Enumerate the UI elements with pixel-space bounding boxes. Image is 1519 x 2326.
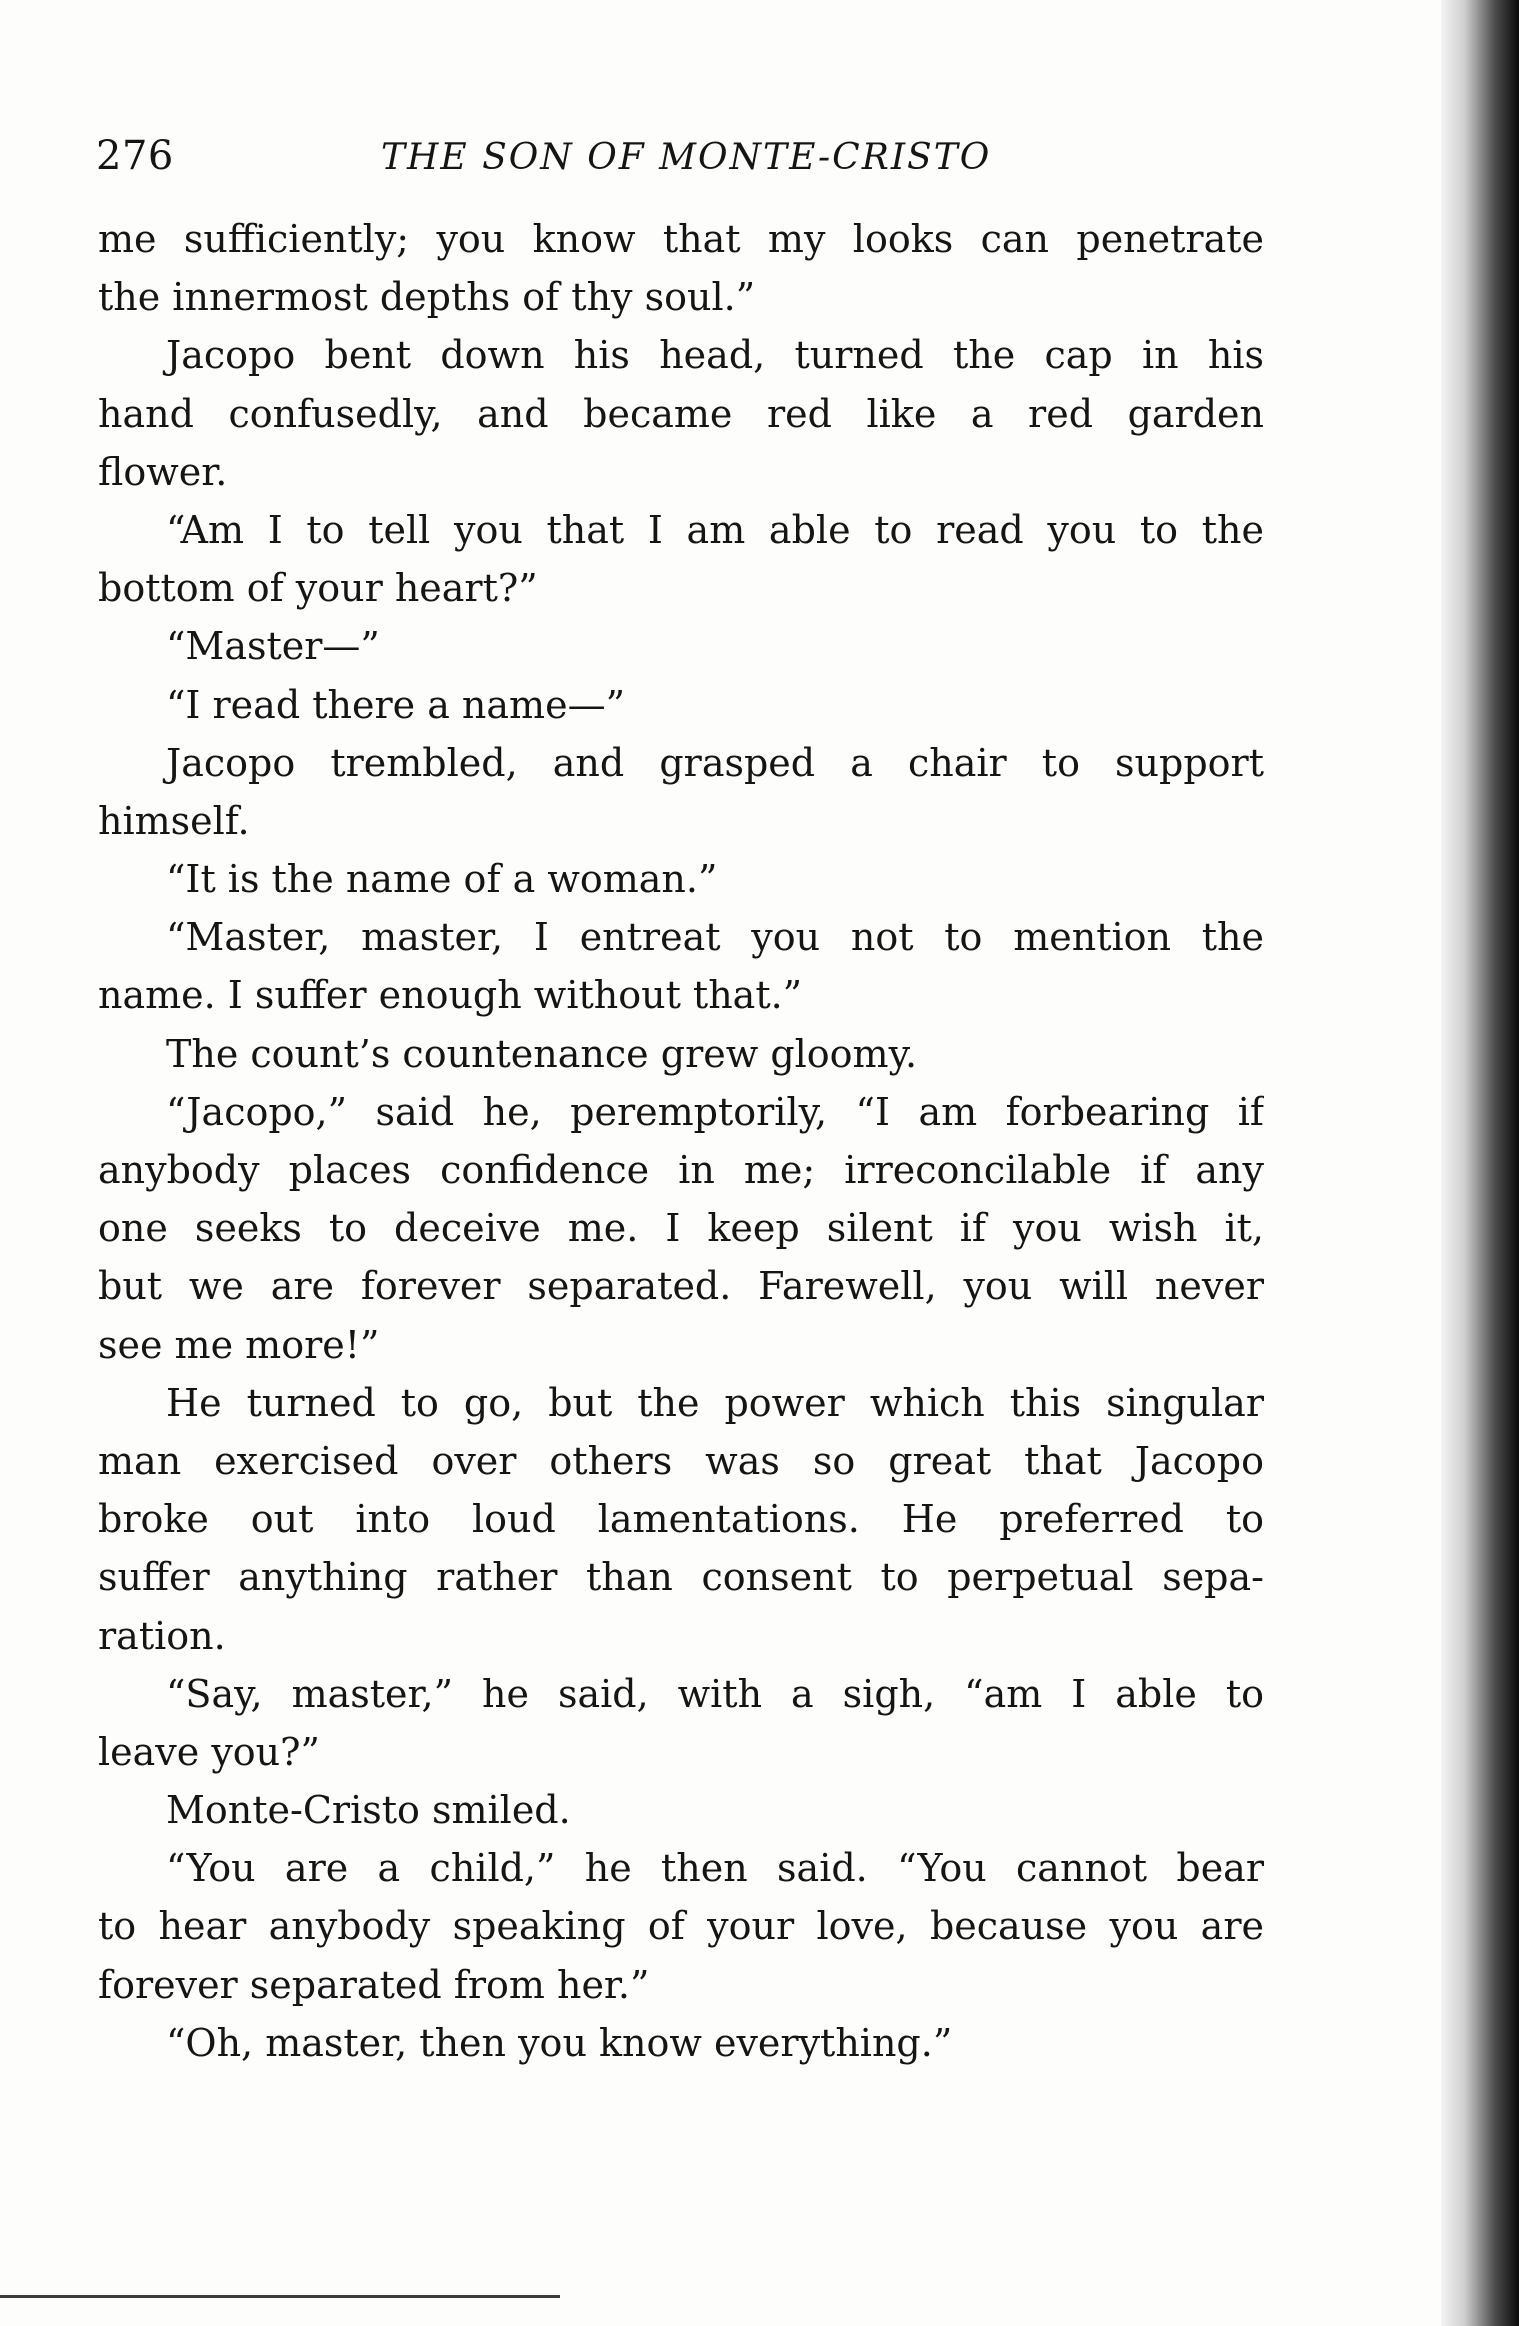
text-line: suffer anything rather than consent to perpetual sepa- bbox=[98, 1555, 1264, 1600]
text-line: “You are a child,” he then said. “You cannot bear bbox=[166, 1846, 1264, 1891]
text-line: “I read there a name—” bbox=[166, 682, 626, 727]
text-line: but we are forever separated. Farewell, you will never bbox=[98, 1264, 1264, 1309]
body-text bbox=[98, 210, 1264, 2072]
text-line: The count’s countenance grew gloomy. bbox=[166, 1031, 918, 1076]
text-line: Jacopo trembled, and grasped a chair to support bbox=[166, 740, 1264, 785]
text-line: ration. bbox=[98, 1613, 226, 1658]
text-line: anybody places confidence in me; irreconcilable if any bbox=[98, 1148, 1264, 1192]
text-line: “Say, master,” he said, with a sigh, “am I able to bbox=[166, 1671, 1264, 1716]
text-line: Monte-Cristo smiled. bbox=[166, 1788, 571, 1833]
text-line: hand confusedly, and became red like a red garden bbox=[98, 391, 1264, 436]
text-line: “It is the name of a woman.” bbox=[166, 857, 718, 902]
running-title: THE SON OF MONTE-CRISTO bbox=[381, 137, 992, 178]
text-line: “Jacopo,” said he, peremptorily, “I am forbearing if bbox=[166, 1089, 1264, 1134]
text-line: forever separated from her.” bbox=[98, 1962, 650, 2007]
page-binding-edge bbox=[1441, 0, 1519, 2326]
text-line: “Master, master, I entreat you not to mention the bbox=[166, 915, 1264, 960]
page-number: 276 bbox=[96, 133, 174, 179]
text-line: broke out into loud lamentations. He preferred to bbox=[98, 1497, 1264, 1542]
text-line: man exercised over others was so great that Jacopo bbox=[98, 1438, 1264, 1483]
text-line: He turned to go, but the power which this singular bbox=[166, 1380, 1264, 1425]
text-line: me sufficiently; you know that my looks can penetrate bbox=[98, 217, 1264, 261]
text-line: flower. bbox=[98, 449, 228, 494]
text-line: see me more!” bbox=[98, 1322, 380, 1367]
text-line: bottom of your heart?” bbox=[98, 566, 538, 611]
text-line: name. I suffer enough without that.” bbox=[98, 973, 803, 1018]
text-line: himself. bbox=[98, 798, 250, 843]
bottom-rule bbox=[0, 2295, 560, 2298]
text-line: to hear anybody speaking of your love, because you are bbox=[98, 1904, 1264, 1949]
text-line: the innermost depths of thy soul.” bbox=[98, 275, 756, 320]
text-line: Jacopo bent down his head, turned the cap in his bbox=[166, 333, 1264, 378]
text-line: one seeks to deceive me. I keep silent if you wish it, bbox=[98, 1206, 1264, 1251]
text-line: “Oh, master, then you know everything.” bbox=[166, 2020, 953, 2065]
page-header bbox=[96, 126, 1276, 186]
text-line: leave you?” bbox=[98, 1729, 320, 1774]
text-line: “Am I to tell you that I am able to read you to the bbox=[166, 507, 1264, 552]
text-line: “Master—” bbox=[166, 624, 380, 669]
